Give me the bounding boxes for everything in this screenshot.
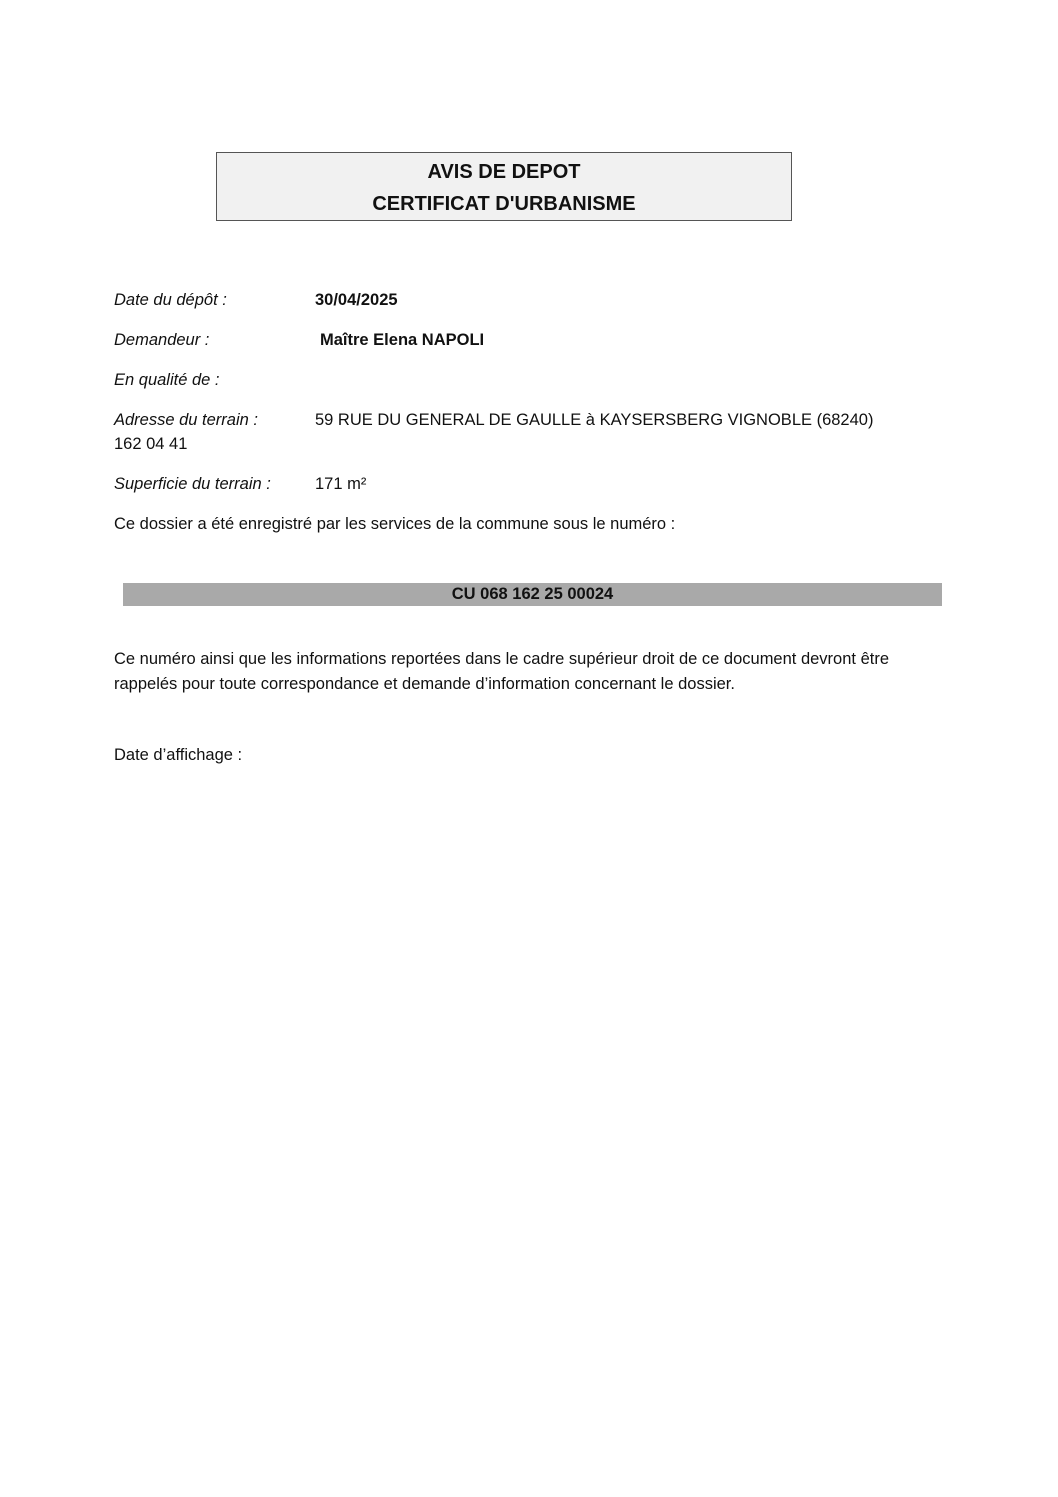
notice-paragraph: Ce numéro ainsi que les informations reportées dans le cadre supérieur droit de ce document devront être rappelés pour toute correspondance et demande d’information concernant le dossier.: [114, 650, 890, 693]
date-depot-label: Date du dépôt :: [114, 291, 227, 309]
demandeur-value: Maître Elena NAPOLI: [320, 331, 485, 349]
adresse-value: 59 RUE DU GENERAL DE GAULLE à KAYSERSBERG VIGNOBLE (68240): [315, 411, 874, 429]
document-title-line1: AVIS DE DEPOT: [427, 161, 581, 183]
superficie-value: 171 m²: [315, 475, 367, 493]
registration-intro: Ce dossier a été enregistré par les services de la commune sous le numéro :: [114, 515, 676, 533]
demandeur-label: Demandeur :: [114, 331, 210, 349]
registration-number-bar: [123, 583, 942, 606]
superficie-label: Superficie du terrain :: [114, 475, 271, 493]
adresse-label: Adresse du terrain :: [114, 411, 258, 429]
registration-number: CU 068 162 25 00024: [451, 585, 614, 603]
document-title-box: [216, 152, 792, 221]
date-depot-value: 30/04/2025: [315, 291, 398, 309]
qualite-label: En qualité de :: [114, 371, 220, 389]
parcelle-reference: 162 04 41: [114, 435, 188, 453]
date-affichage-label: Date d’affichage :: [114, 746, 243, 764]
document-title-line2: CERTIFICAT D'URBANISME: [372, 193, 636, 215]
